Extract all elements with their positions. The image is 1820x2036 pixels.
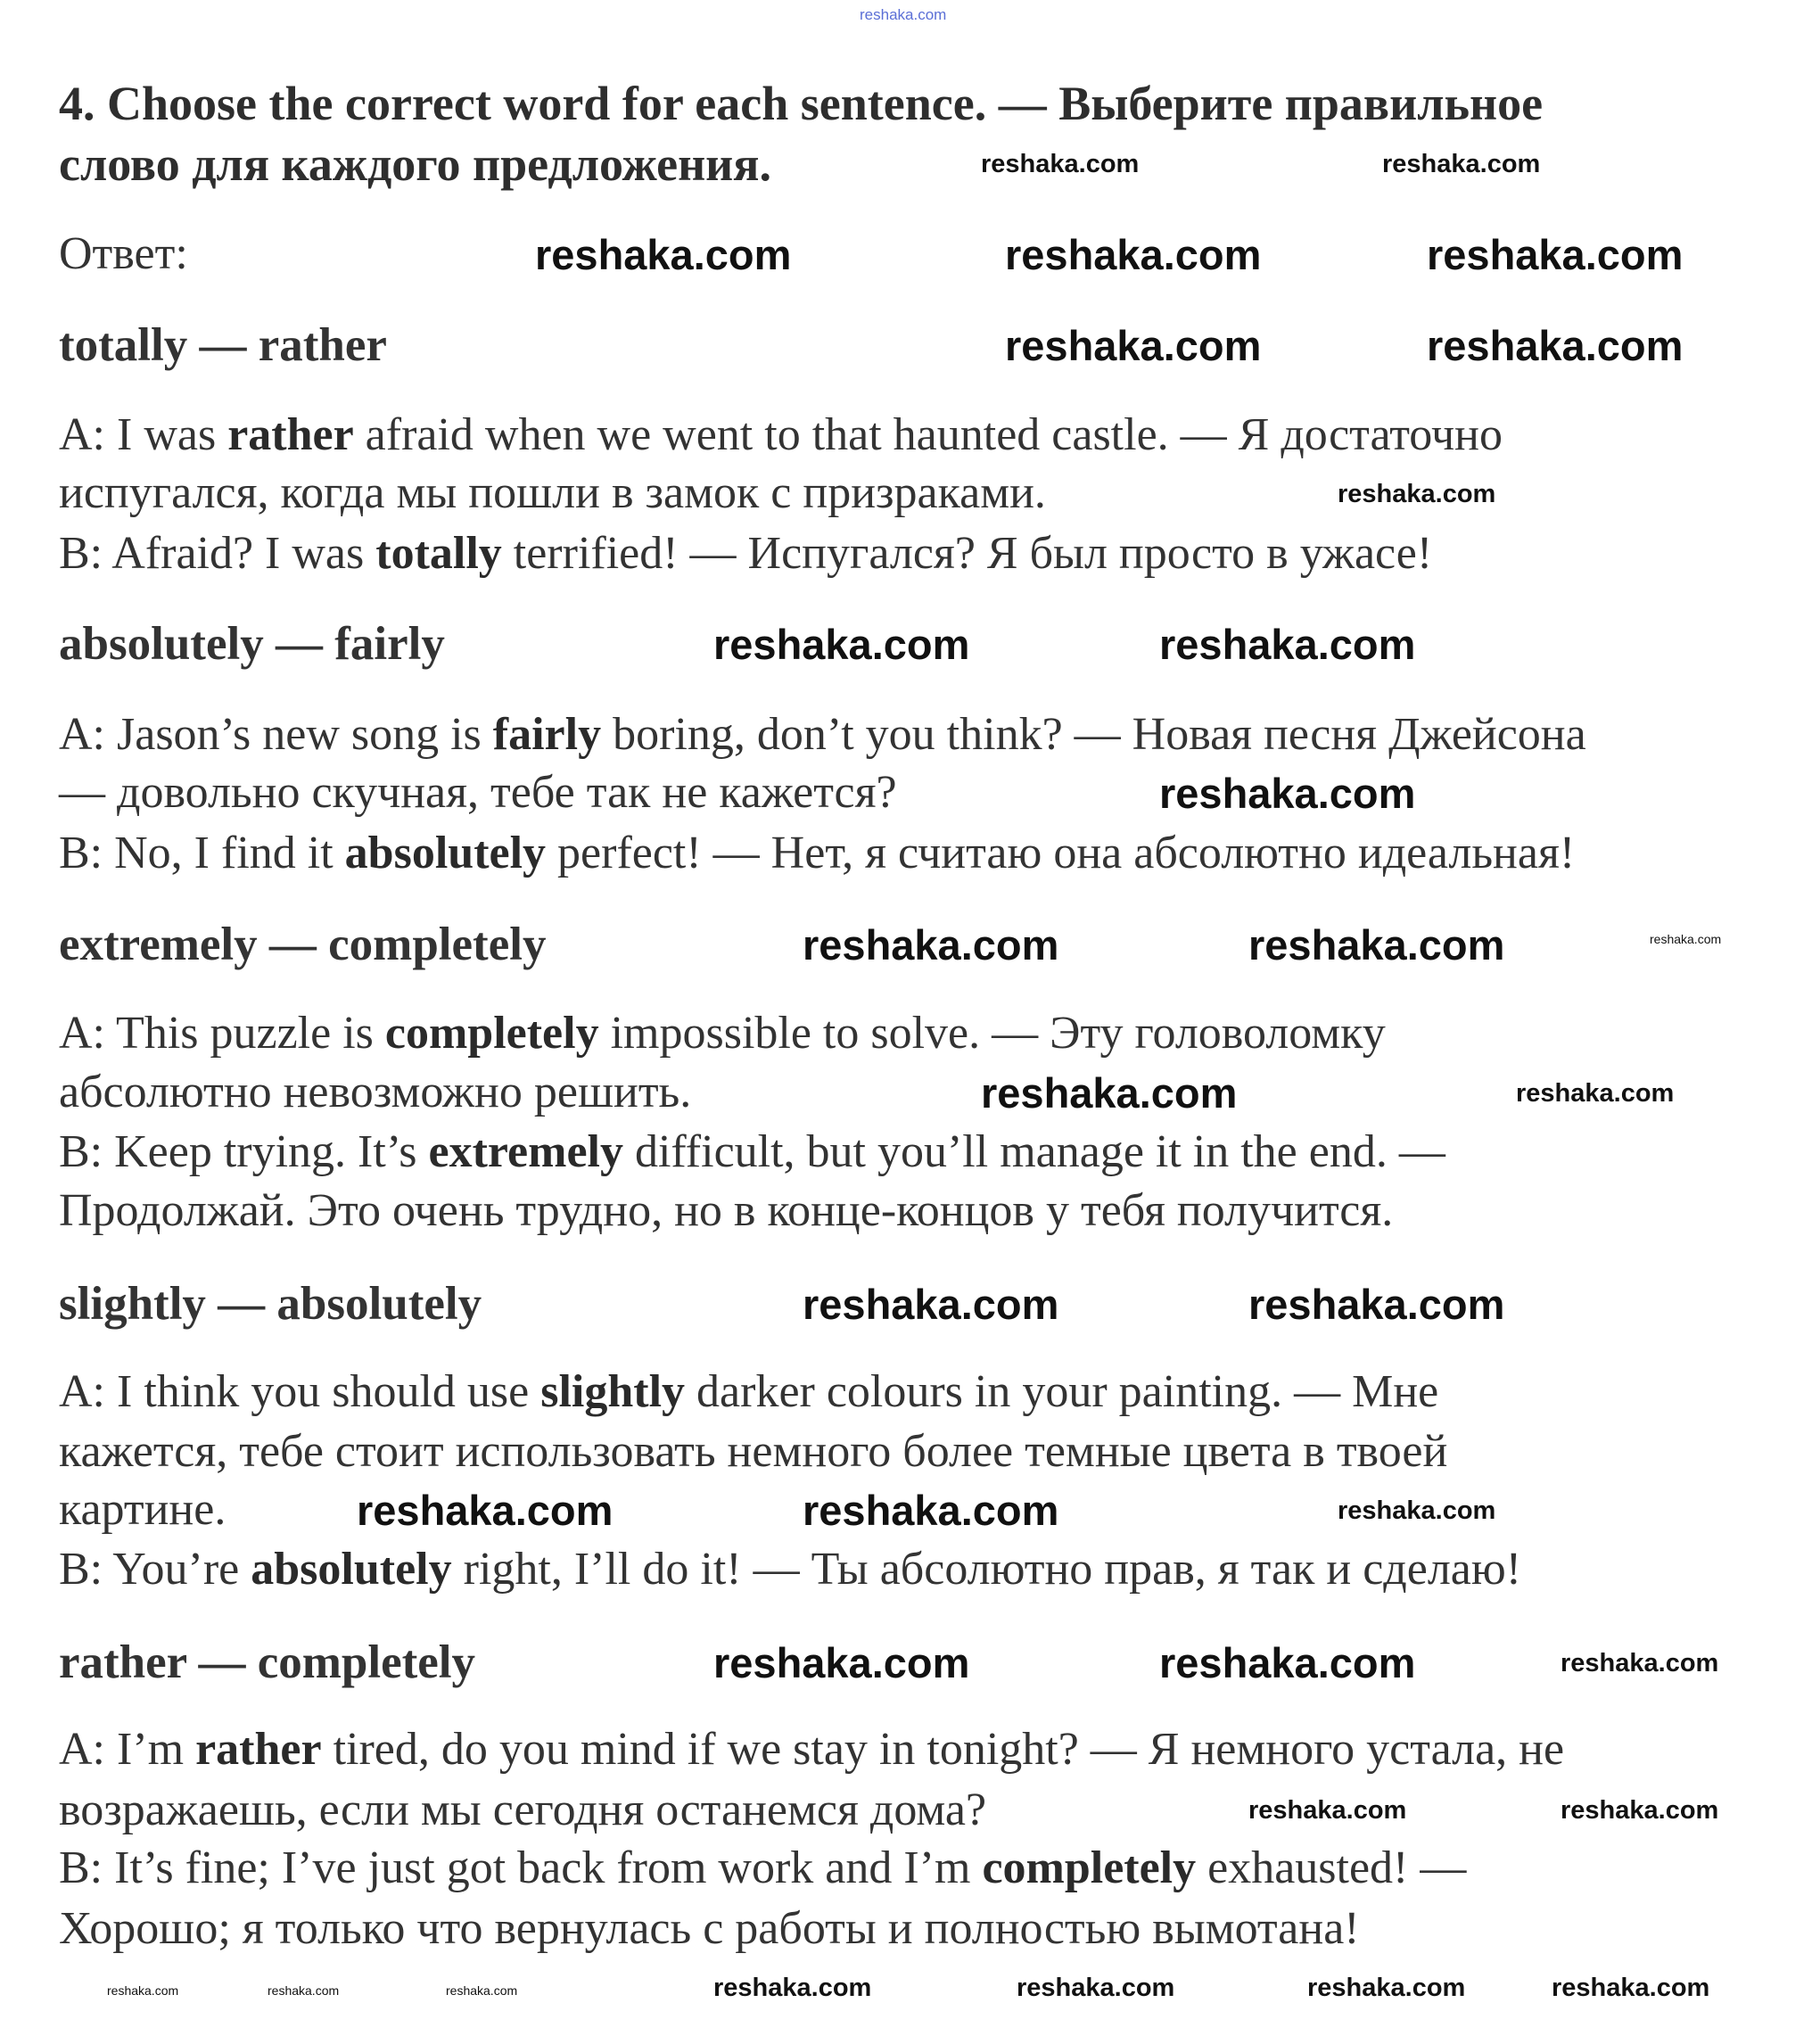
watermark: reshaka.com xyxy=(1382,150,1541,178)
answer-word: completely xyxy=(384,1008,599,1059)
answer-word: completely xyxy=(982,1842,1197,1893)
sentence-text: right, I’ll do it! — Ты абсолютно прав, я так и сделаю! xyxy=(451,1544,1522,1595)
sentence-text: A: Jason’s new song is xyxy=(59,709,493,760)
sentence-text: B: No, I find it xyxy=(59,828,345,878)
watermark: reshaka.com xyxy=(803,1281,1059,1328)
watermark: reshaka.com xyxy=(1427,231,1684,278)
sentence-text: B: Keep trying. It’s xyxy=(59,1126,429,1177)
watermark: reshaka.com xyxy=(357,1487,614,1534)
dialogue-line xyxy=(59,708,1586,762)
watermark: reshaka.com xyxy=(1248,1281,1505,1328)
sentence-text: A: I was xyxy=(59,409,228,460)
sentence-text: terrified! — Испугался? Я был просто в ужасе! xyxy=(501,528,1433,579)
sentence-text: B: It’s fine; I’ve just got back from work and I’m xyxy=(59,1842,983,1893)
answer-label: Ответ: xyxy=(59,228,188,279)
watermark: reshaka.com xyxy=(535,231,792,278)
sentence-text: картине. xyxy=(59,1484,226,1535)
watermark: reshaka.com xyxy=(1159,770,1416,817)
watermark: reshaka.com xyxy=(1552,1974,1710,2002)
answer-word: rather xyxy=(195,1724,322,1775)
watermark: reshaka.com xyxy=(1516,1079,1675,1108)
sentence-text: exhausted! — xyxy=(1196,1842,1467,1893)
answer-word: absolutely xyxy=(251,1544,452,1595)
sentence-text: абсолютно невозможно решить. xyxy=(59,1067,692,1117)
watermark: reshaka.com xyxy=(1427,322,1684,369)
sentence-text: Хорошо; я только что вернулась с работы и полностью вымотана! xyxy=(59,1903,1360,1954)
dialogue-line xyxy=(59,1007,1386,1060)
sentence-text: A: This puzzle is xyxy=(59,1008,385,1059)
answer-word: fairly xyxy=(492,709,602,760)
watermark: reshaka.com xyxy=(803,921,1059,969)
sentence-text: A: I’m xyxy=(59,1724,196,1775)
watermark: reshaka.com xyxy=(1159,621,1416,668)
sentence-text: B: Afraid? I was xyxy=(59,528,376,579)
answer-word: extremely xyxy=(428,1126,623,1177)
dialogue-line xyxy=(59,1784,986,1837)
watermark: reshaka.com xyxy=(107,1983,179,1998)
dialogue-line xyxy=(59,1723,1564,1776)
watermark: reshaka.com xyxy=(713,621,970,668)
answer-word: absolutely xyxy=(344,828,547,878)
answer-word: slightly xyxy=(540,1366,686,1417)
dialogue-line xyxy=(59,1066,691,1119)
dialogue-line xyxy=(59,1902,1360,1956)
watermark: reshaka.com xyxy=(713,1639,970,1686)
watermark: reshaka.com xyxy=(1017,1974,1175,2002)
answer-word: totally xyxy=(375,528,502,579)
watermark: reshaka.com xyxy=(713,1974,872,2002)
watermark: reshaka.com xyxy=(1650,932,1722,946)
watermark: reshaka.com xyxy=(446,1983,518,1998)
watermark: reshaka.com xyxy=(1561,1796,1719,1825)
watermark: reshaka.com xyxy=(1338,1496,1496,1525)
sentence-text: Продолжай. Это очень трудно, но в конце-концов у тебя получится. xyxy=(59,1185,1394,1236)
dialogue-line xyxy=(59,1483,226,1537)
watermark: reshaka.com xyxy=(1307,1974,1466,2002)
dialogue-line xyxy=(59,1543,1521,1596)
dialogue-line xyxy=(59,1842,1466,1895)
dialogue-line xyxy=(59,1184,1393,1238)
sentence-text: afraid when we went to that haunted castle. — Я достаточно xyxy=(353,409,1503,460)
sentence-text: impossible to solve. — Эту головоломку xyxy=(598,1008,1386,1059)
sentence-text: — довольно скучная, тебе так не кажется? xyxy=(59,767,897,818)
sentence-text: кажется, тебе стоит использовать немного более темные цвета в твоей xyxy=(59,1426,1448,1477)
dialogue-line xyxy=(59,527,1432,581)
sentence-text: B: You’re xyxy=(59,1544,251,1595)
section-heading: absolutely — fairly xyxy=(59,618,445,670)
section-heading: totally — rather xyxy=(59,319,387,371)
watermark: reshaka.com xyxy=(1005,322,1262,369)
section-heading: extremely — completely xyxy=(59,919,547,970)
sentence-text: boring, don’t you think? — Новая песня Джейсона xyxy=(601,709,1586,760)
sentence-text: возражаешь, если мы сегодня останемся дома? xyxy=(59,1785,987,1835)
watermark: reshaka.com xyxy=(1005,231,1262,278)
sentence-text: difficult, but you’ll manage it in the end. — xyxy=(622,1126,1445,1177)
watermark: reshaka.com xyxy=(1248,1796,1407,1825)
task-title: 4. Choose the correct word for each sentence. — Выберите правильное xyxy=(59,77,1544,130)
watermark: reshaka.com xyxy=(803,1487,1059,1534)
sentence-text: darker colours in your painting. — Мне xyxy=(685,1366,1439,1417)
sentence-text: perfect! — Нет, я считаю она абсолютно идеальная! xyxy=(546,828,1576,878)
dialogue-line xyxy=(59,408,1503,462)
watermark: reshaka.com xyxy=(1561,1649,1719,1677)
answer-word: rather xyxy=(227,409,354,460)
sentence-text: испугался, когда мы пошли в замок с призраками. xyxy=(59,467,1046,518)
task-title: слово для каждого предложения. xyxy=(59,137,772,191)
dialogue-line xyxy=(59,466,1046,520)
watermark: reshaka.com xyxy=(1248,921,1505,969)
section-heading: rather — completely xyxy=(59,1636,476,1688)
watermark: reshaka.com xyxy=(1338,480,1496,508)
dialogue-line xyxy=(59,827,1575,880)
dialogue-line xyxy=(59,1425,1447,1479)
watermark: reshaka.com xyxy=(981,1069,1238,1117)
watermark: reshaka.com xyxy=(1159,1639,1416,1686)
dialogue-line xyxy=(59,1365,1438,1419)
watermark: reshaka.com xyxy=(981,150,1140,178)
dialogue-line xyxy=(59,766,897,820)
section-heading: slightly — absolutely xyxy=(59,1278,482,1330)
sentence-text: A: I think you should use xyxy=(59,1366,541,1417)
watermark: reshaka.com xyxy=(268,1983,340,1998)
watermark: reshaka.com xyxy=(860,6,947,23)
dialogue-line xyxy=(59,1125,1445,1179)
sentence-text: tired, do you mind if we stay in tonight? — Я немного устала, не xyxy=(321,1724,1565,1775)
